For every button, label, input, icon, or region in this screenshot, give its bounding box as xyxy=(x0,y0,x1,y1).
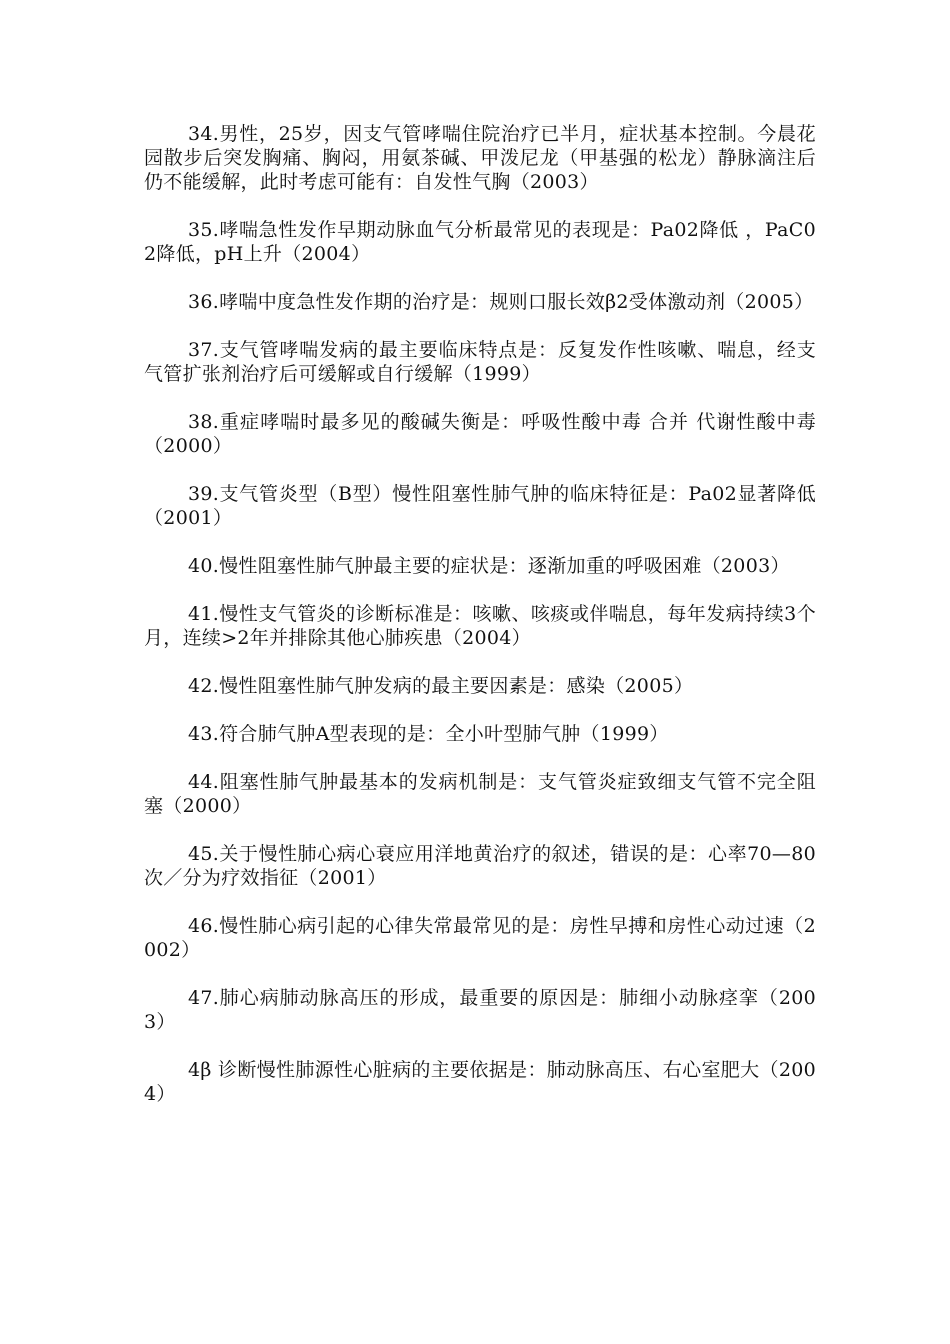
question-46: 46.慢性肺心病引起的心律失常最常见的是：房性早搏和房性心动过速（2002） xyxy=(144,915,816,961)
question-44: 44.阻塞性肺气肿最基本的发病机制是：支气管炎症致细支气管不完全阻塞（2000） xyxy=(144,771,816,817)
question-36: 36.哮喘中度急性发作期的治疗是：规则口服长效β2受体激动剂（2005） xyxy=(188,291,814,313)
question-41: 41.慢性支气管炎的诊断标准是：咳嗽、咳痰或伴喘息，每年发病持续3个月，连续>2年并排除其他心肺疾患（2004） xyxy=(144,603,816,649)
question-40: 40.慢性阻塞性肺气肿最主要的症状是：逐渐加重的呼吸困难（2003） xyxy=(188,555,790,577)
question-48: 4β 诊断慢性肺源性心脏病的主要依据是：肺动脉高压、右心室肥大（2004） xyxy=(144,1059,816,1105)
question-39: 39.支气管炎型（B型）慢性阻塞性肺气肿的临床特征是：Pa02显著降低（2001） xyxy=(144,483,816,529)
question-47: 47.肺心病肺动脉高压的形成，最重要的原因是：肺细小动脉痉挛（2003） xyxy=(144,987,816,1033)
question-38: 38.重症哮喘时最多见的酸碱失衡是：呼吸性酸中毒 合并 代谢性酸中毒（2000） xyxy=(144,411,816,457)
question-42: 42.慢性阻塞性肺气肿发病的最主要因素是：感染（2005） xyxy=(188,675,694,697)
question-35: 35.哮喘急性发作早期动脉血气分析最常见的表现是：Pa02降低 ，PaC02降低，pH上升（2004） xyxy=(144,219,816,265)
question-45: 45.关于慢性肺心病心衰应用洋地黄治疗的叙述，错误的是：心率70—80次／分为疗效指征（2001） xyxy=(144,843,816,889)
question-37: 37.支气管哮喘发病的最主要临床特点是：反复发作性咳嗽、喘息，经支气管扩张剂治疗后可缓解或自行缓解（1999） xyxy=(144,339,816,385)
question-43: 43.符合肺气肿A型表现的是：全小叶型肺气肿（1999） xyxy=(188,723,669,745)
question-34: 34.男性，25岁，因支气管哮喘住院治疗已半月，症状基本控制。今晨花园散步后突发胸痛、胸闷，用氨茶碱、甲泼尼龙（甲基强的松龙）静脉滴注后仍不能缓解，此时考虑可能有：自发性气胸（2003） xyxy=(144,123,816,193)
document-page xyxy=(144,122,816,1130)
